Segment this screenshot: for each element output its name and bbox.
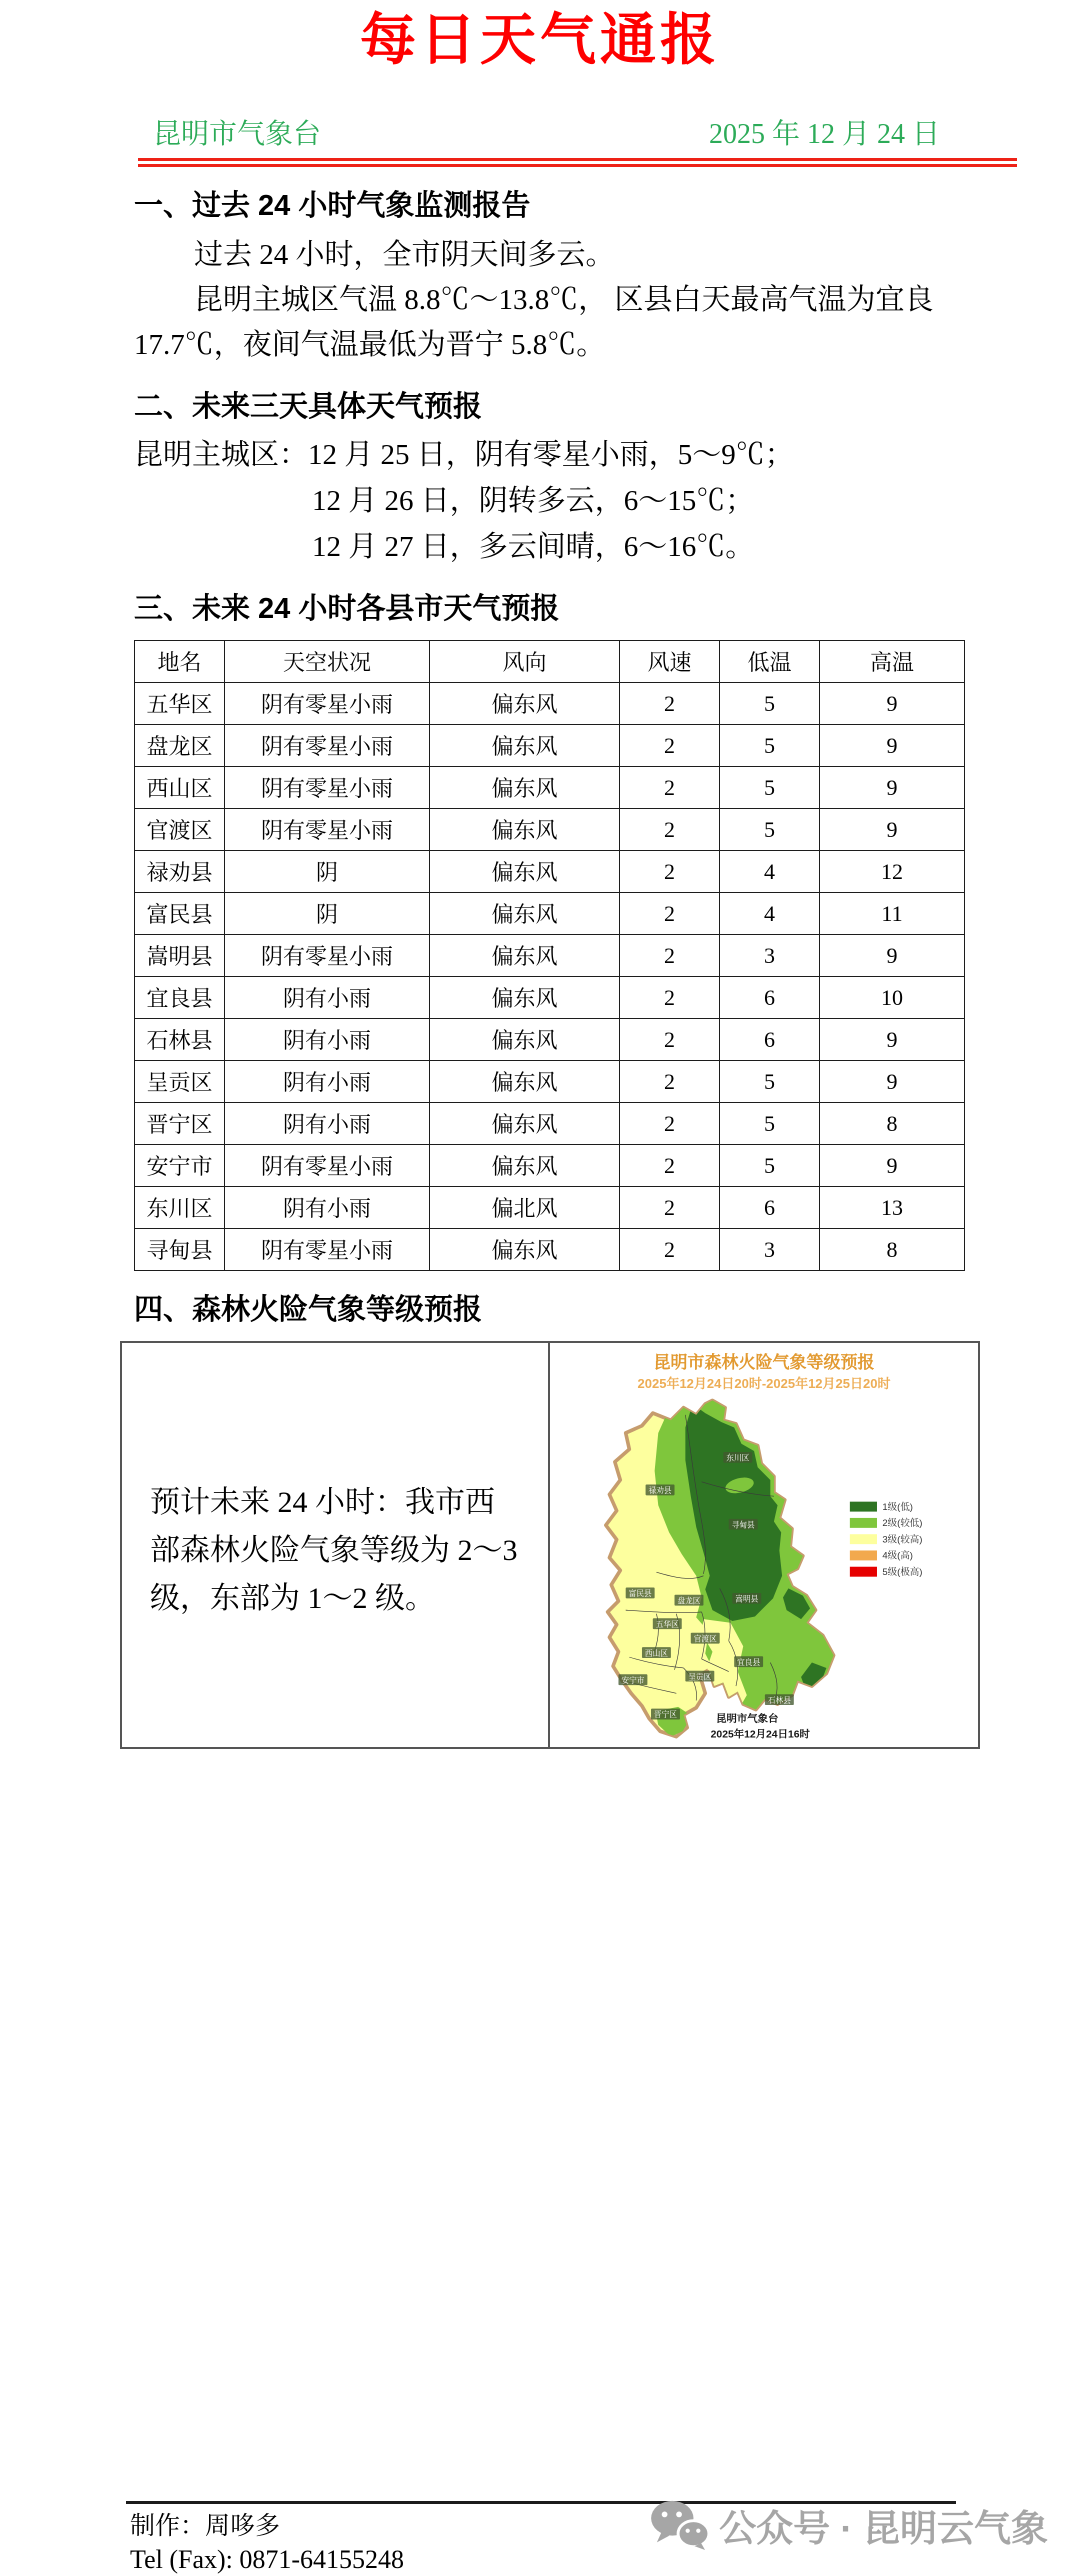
column-header: 低温: [720, 641, 820, 683]
map-region-label: 五华区: [655, 1619, 679, 1629]
table-cell: 偏东风: [430, 1019, 620, 1061]
table-cell: 2: [620, 1103, 720, 1145]
table-cell: 富民县: [135, 893, 225, 935]
table-row: [135, 683, 965, 725]
legend-swatch: [850, 1502, 877, 1512]
map-region-label: 嵩明县: [735, 1594, 759, 1604]
table-cell: 8: [820, 1103, 965, 1145]
table-cell: 12: [820, 851, 965, 893]
section-1-paragraph-2: 昆明主城区气温 8.8℃～13.8℃， 区县白天最高气温为宜良 17.7℃，夜间气温最低为晋宁 5.8℃。: [134, 284, 934, 361]
table-cell: 9: [820, 683, 965, 725]
section-2-title: 二、未来三天具体天气预报: [134, 391, 483, 423]
forecast-line-dec27: 12 月 27 日，多云间晴，6～16℃。: [312, 531, 755, 563]
map-region-label: 呈贡区: [688, 1672, 712, 1682]
table-cell: 6: [720, 1019, 820, 1061]
map-region-label: 禄劝县: [648, 1486, 672, 1496]
header-rule: [138, 158, 1017, 167]
map-credit-station: 昆明市气象台: [716, 1714, 779, 1726]
table-cell: 2: [620, 977, 720, 1019]
map-region-label: 寻甸县: [731, 1520, 755, 1530]
table-cell: 盘龙区: [135, 725, 225, 767]
legend-item: [850, 1502, 913, 1513]
table-cell: 偏东风: [430, 1229, 620, 1271]
table-cell: 6: [720, 1187, 820, 1229]
table-cell: 阴有零星小雨: [225, 809, 430, 851]
table-cell: 10: [820, 977, 965, 1019]
table-cell: 阴有小雨: [225, 1019, 430, 1061]
column-header: 地名: [135, 641, 225, 683]
map-region-label: 安宁市: [621, 1675, 645, 1685]
table-cell: 2: [620, 725, 720, 767]
table-cell: 4: [720, 893, 820, 935]
table-cell: 禄劝县: [135, 851, 225, 893]
table-cell: 阴有零星小雨: [225, 683, 430, 725]
fire-risk-map-cell: [550, 1343, 978, 1747]
table-row: [135, 977, 965, 1019]
table-cell: 2: [620, 767, 720, 809]
legend-swatch: [850, 1518, 877, 1528]
table-cell: 偏东风: [430, 725, 620, 767]
table-cell: 偏东风: [430, 1061, 620, 1103]
table-cell: 5: [720, 1145, 820, 1187]
county-forecast-table: [134, 640, 965, 1271]
table-row: [135, 725, 965, 767]
section-3-title: 三、未来 24 小时各县市天气预报: [134, 593, 560, 625]
table-cell: 阴有小雨: [225, 977, 430, 1019]
table-cell: 3: [720, 935, 820, 977]
map-legend: [850, 1502, 923, 1578]
table-cell: 5: [720, 683, 820, 725]
map-region-label: 石林县: [767, 1695, 791, 1705]
table-row: [135, 1145, 965, 1187]
legend-swatch: [850, 1534, 877, 1544]
table-cell: 2: [620, 1229, 720, 1271]
map-region-label: 富民县: [628, 1589, 652, 1599]
wechat-badge: [649, 2498, 1048, 2552]
table-cell: 5: [720, 809, 820, 851]
document-title: 每日天气通报: [360, 10, 720, 72]
table-cell: 阴: [225, 893, 430, 935]
legend-item: [850, 1550, 913, 1562]
table-cell: 2: [620, 851, 720, 893]
table-cell: 3: [720, 1229, 820, 1271]
table-cell: 5: [720, 725, 820, 767]
section-1-paragraph-1: 过去 24 小时，全市阴天间多云。: [194, 239, 615, 271]
section-1-title: 一、过去 24 小时气象监测报告: [134, 190, 531, 222]
table-row: [135, 1019, 965, 1061]
table-cell: 官渡区: [135, 809, 225, 851]
map-region-label: 东川区: [726, 1453, 750, 1463]
table-cell: 偏东风: [430, 1145, 620, 1187]
table-cell: 呈贡区: [135, 1061, 225, 1103]
column-header: 高温: [820, 641, 965, 683]
table-cell: 东川区: [135, 1187, 225, 1229]
table-cell: 阴: [225, 851, 430, 893]
column-header: 风速: [620, 641, 720, 683]
issue-date: 2025 年 12 月 24 日: [708, 119, 940, 150]
map-region-label: 盘龙区: [677, 1596, 701, 1606]
legend-label: 1级(低): [882, 1501, 913, 1513]
table-cell: 偏东风: [430, 851, 620, 893]
table-cell: 2: [620, 1187, 720, 1229]
map-credit-time: 2025年12月24日16时: [710, 1729, 810, 1741]
table-cell: 阴有零星小雨: [225, 1229, 430, 1271]
table-header-row: [135, 641, 965, 683]
table-cell: 5: [720, 767, 820, 809]
legend-swatch: [850, 1567, 877, 1577]
fire-risk-map: [551, 1395, 977, 1743]
legend-item: [850, 1566, 923, 1578]
tel-fax: Tel (Fax): 0871-64155248: [130, 2545, 405, 2574]
table-cell: 9: [820, 1019, 965, 1061]
table-cell: 6: [720, 977, 820, 1019]
table-cell: 9: [820, 809, 965, 851]
legend-item: [850, 1517, 923, 1529]
table-cell: 2: [620, 1061, 720, 1103]
table-cell: 五华区: [135, 683, 225, 725]
table-cell: 偏东风: [430, 977, 620, 1019]
table-cell: 5: [720, 1061, 820, 1103]
column-header: 天空状况: [225, 641, 430, 683]
table-cell: 2: [620, 893, 720, 935]
table-row: [135, 1187, 965, 1229]
table-cell: 阴有零星小雨: [225, 935, 430, 977]
table-cell: 9: [820, 935, 965, 977]
table-cell: 偏北风: [430, 1187, 620, 1229]
legend-label: 2级(较低): [882, 1518, 923, 1530]
table-cell: 阴有小雨: [225, 1103, 430, 1145]
table-cell: 9: [820, 767, 965, 809]
table-cell: 石林县: [135, 1019, 225, 1061]
column-header: 风向: [430, 641, 620, 683]
table-cell: 阴有零星小雨: [225, 1145, 430, 1187]
table-cell: 安宁市: [135, 1145, 225, 1187]
table-cell: 嵩明县: [135, 935, 225, 977]
table-cell: 偏东风: [430, 767, 620, 809]
map-region-label: 宜良县: [737, 1657, 761, 1667]
table-cell: 11: [820, 893, 965, 935]
table-cell: 13: [820, 1187, 965, 1229]
table-row: [135, 851, 965, 893]
table-cell: 偏东风: [430, 683, 620, 725]
station-name: 昆明市气象台: [153, 119, 322, 150]
map-region-label: 官渡区: [693, 1634, 717, 1644]
table-row: [135, 1229, 965, 1271]
table-cell: 偏东风: [430, 1103, 620, 1145]
table-cell: 5: [720, 1103, 820, 1145]
table-cell: 9: [820, 725, 965, 767]
table-cell: 9: [820, 1061, 965, 1103]
table-cell: 阴有零星小雨: [225, 767, 430, 809]
table-cell: 2: [620, 809, 720, 851]
table-row: [135, 893, 965, 935]
table-cell: 寻甸县: [135, 1229, 225, 1271]
table-cell: 9: [820, 1145, 965, 1187]
masthead: [153, 120, 940, 150]
table-cell: 2: [620, 1145, 720, 1187]
table-cell: 阴有小雨: [225, 1187, 430, 1229]
fire-risk-panel: [120, 1341, 980, 1749]
wechat-account-label: 公众号 · 昆明云气象: [719, 2508, 1048, 2549]
table-cell: 8: [820, 1229, 965, 1271]
maker-credit: 制作：周哆多: [130, 2513, 281, 2540]
legend-label: 4级(高): [882, 1550, 913, 1562]
fire-risk-text: 预计未来 24 小时：我市西部森林火险气象等级为 2～3 级，东部为 1～2 级。: [122, 1343, 550, 1747]
map-title: 昆明市森林火险气象等级预报: [653, 1353, 875, 1372]
table-cell: 偏东风: [430, 935, 620, 977]
table-row: [135, 1061, 965, 1103]
table-cell: 2: [620, 935, 720, 977]
table-cell: 偏东风: [430, 893, 620, 935]
map-region-label: 晋宁区: [653, 1710, 677, 1720]
table-cell: 西山区: [135, 767, 225, 809]
legend-item: [850, 1533, 923, 1545]
table-cell: 晋宁区: [135, 1103, 225, 1145]
legend-label: 3级(较高): [882, 1534, 923, 1546]
table-cell: 2: [620, 683, 720, 725]
map-region-label: 西山区: [644, 1648, 668, 1658]
table-cell: 宜良县: [135, 977, 225, 1019]
legend-swatch: [850, 1550, 877, 1560]
table-row: [135, 767, 965, 809]
table-row: [135, 809, 965, 851]
map-subtitle: 2025年12月24日20时-2025年12月25日20时: [637, 1376, 891, 1391]
forecast-line-dec25: 昆明主城区：12 月 25 日，阴有零星小雨，5～9℃；: [134, 439, 794, 471]
section-4-title: 四、森林火险气象等级预报: [134, 1294, 483, 1326]
table-cell: 阴有小雨: [225, 1061, 430, 1103]
table-cell: 2: [620, 1019, 720, 1061]
table-row: [135, 935, 965, 977]
table-row: [135, 1103, 965, 1145]
forecast-line-dec26: 12 月 26 日，阴转多云，6～15℃；: [312, 485, 755, 517]
table-cell: 阴有零星小雨: [225, 725, 430, 767]
table-cell: 4: [720, 851, 820, 893]
wechat-icon: [649, 2499, 711, 2551]
table-cell: 偏东风: [430, 809, 620, 851]
legend-label: 5级(极高): [882, 1566, 923, 1578]
